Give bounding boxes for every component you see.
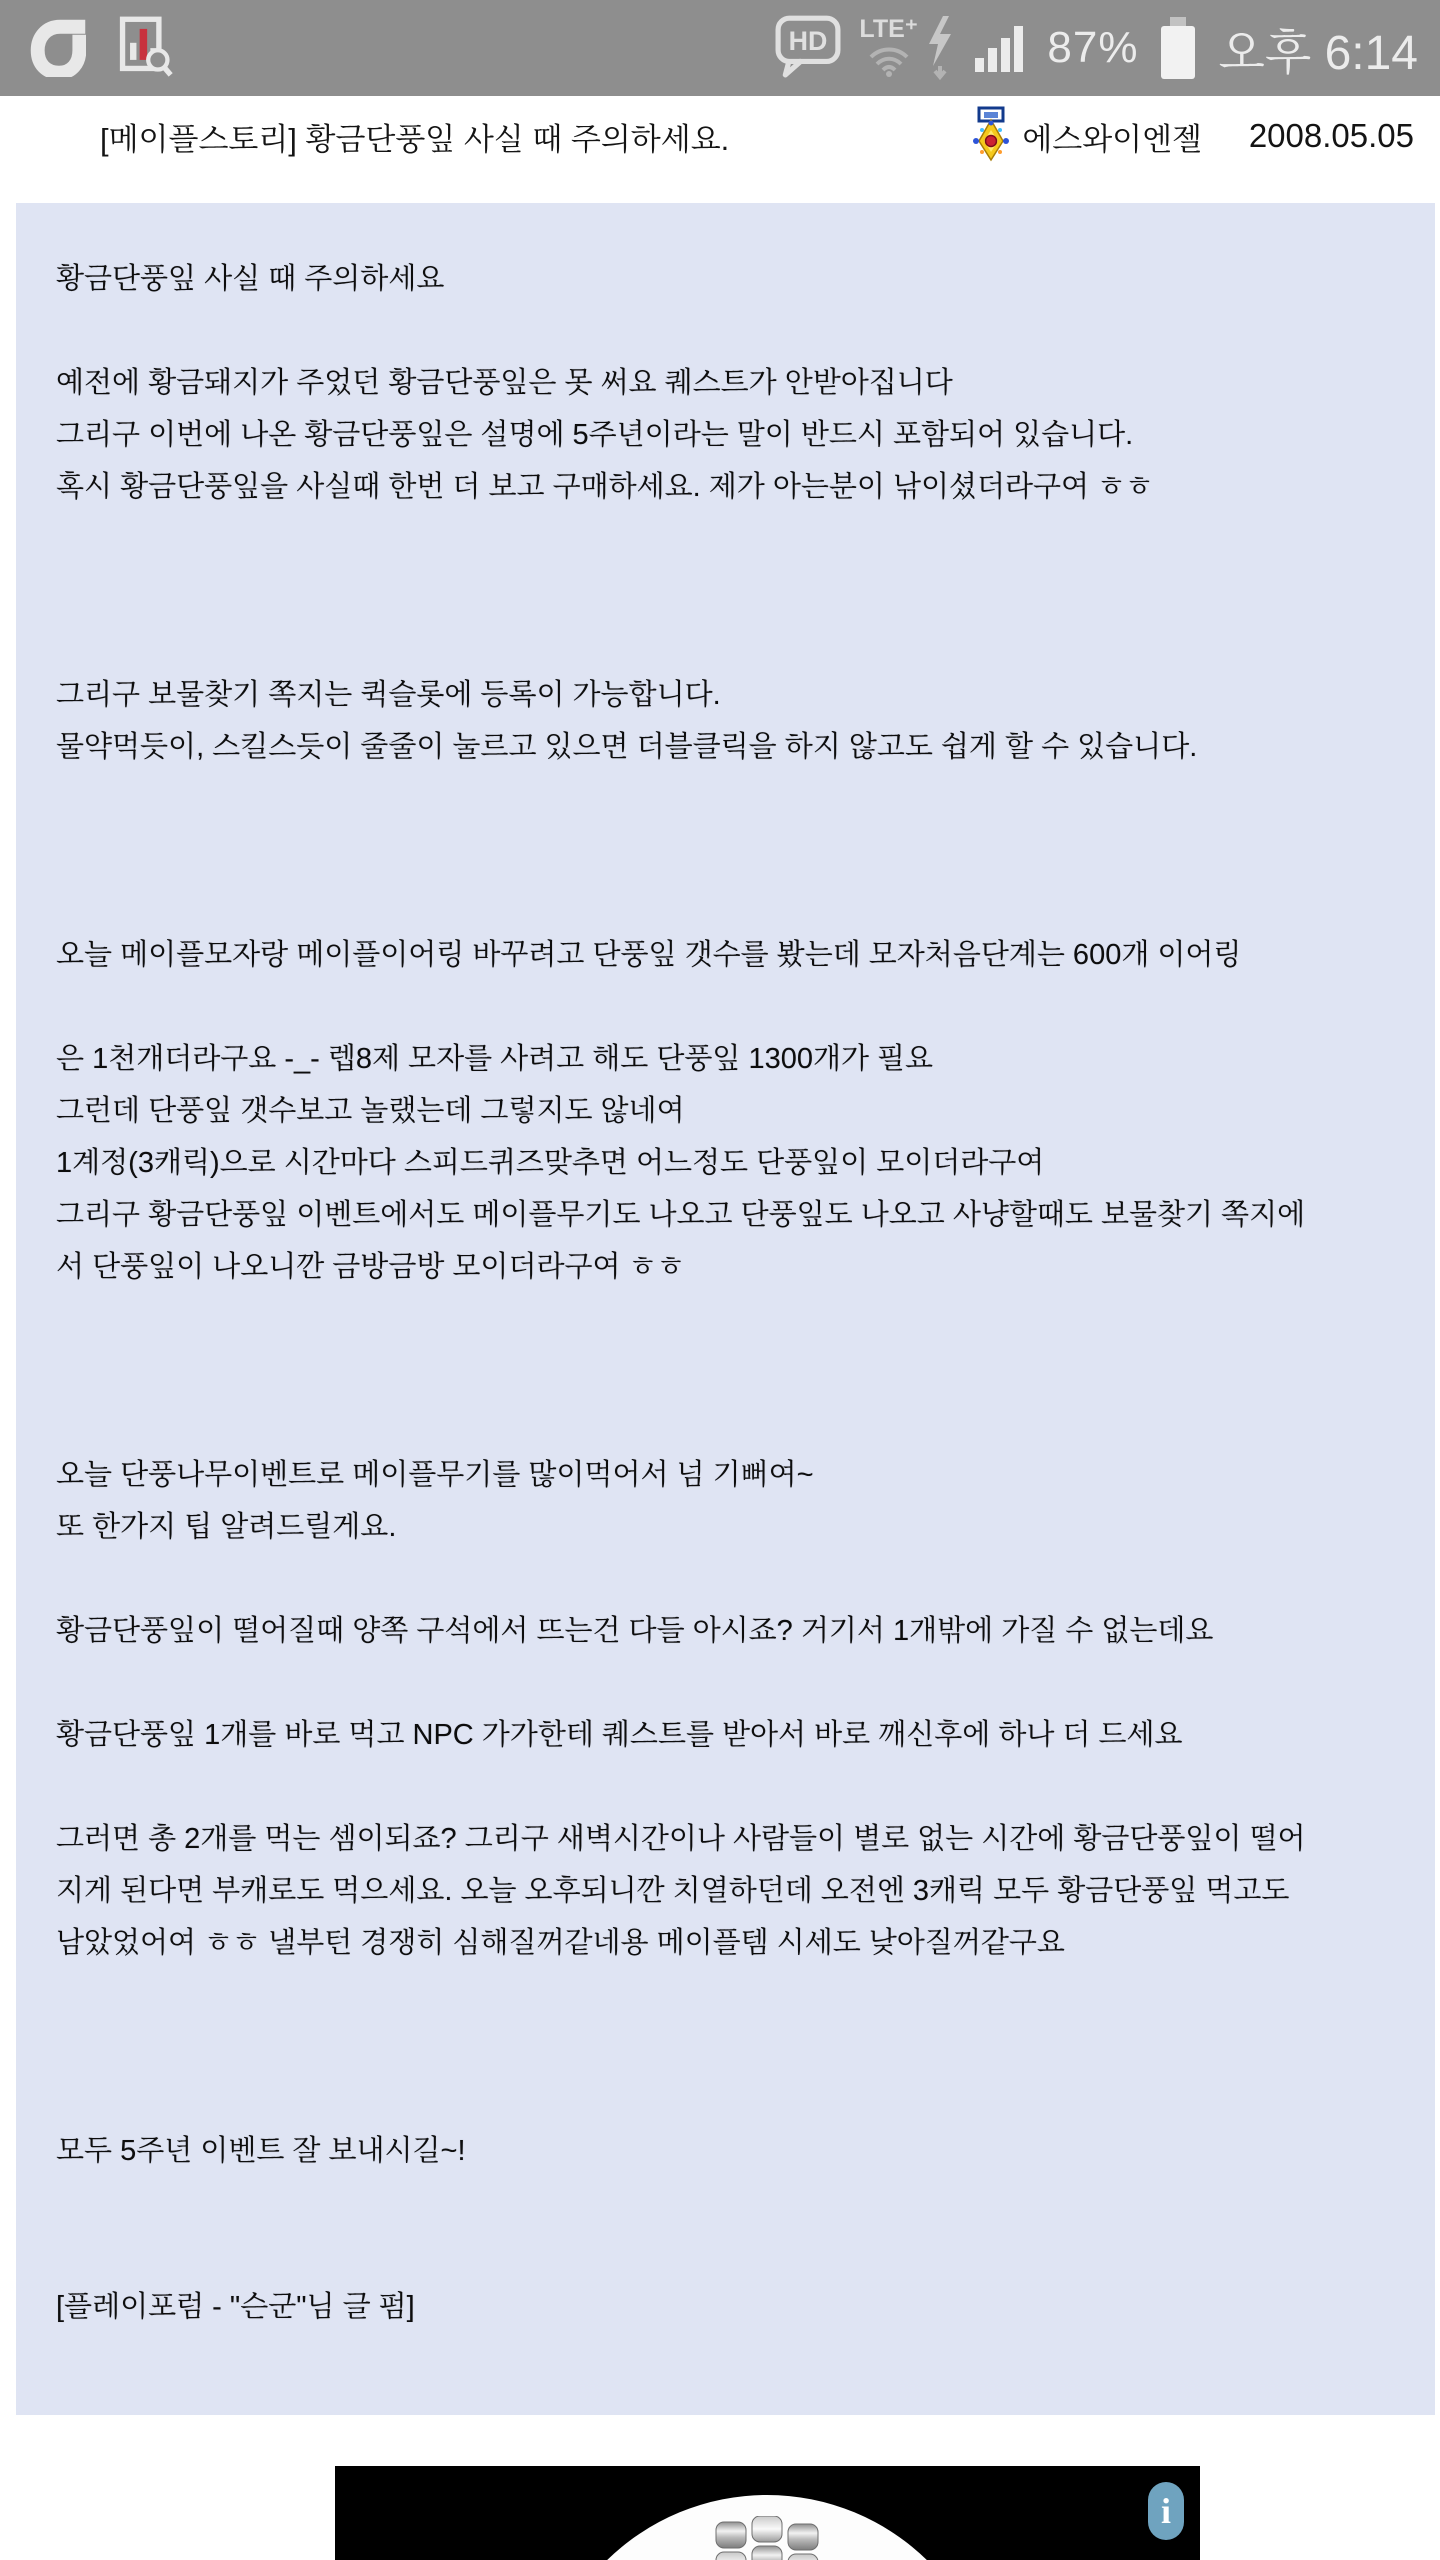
post-line: 혹시 황금단풍잎을 사실때 한번 더 보고 구매하세요. 제가 아는분이 낚이셨더라구여 ㅎㅎ bbox=[56, 471, 1154, 503]
post-line: [플레이포럼 - "슨군"님 글 펌] bbox=[56, 2291, 415, 2323]
post-line: 오늘 단풍나무이벤트로 메이플무기를 많이먹어서 넘 기뻐여~ bbox=[56, 1459, 814, 1491]
post-line: 1계정(3캐릭)으로 시간마다 스피드퀴즈맞추면 어느정도 단풍잎이 모이더라구여 bbox=[56, 1147, 1045, 1179]
charging-bolt-icon bbox=[925, 14, 955, 89]
post-line bbox=[56, 2073, 1395, 2125]
post-line bbox=[56, 2021, 1395, 2073]
post-line: 서 단풍잎이 나오니깐 금방금방 모이더라구여 ㅎㅎ bbox=[56, 1251, 685, 1283]
medal-badge-icon bbox=[970, 106, 1012, 167]
stats-search-icon bbox=[116, 15, 174, 82]
post-line: 지게 된다면 부캐로도 먹으세요. 오늘 오후되니깐 치열하던데 오전엔 3캐릭 모두 황금단풍잎 먹고도 bbox=[56, 1875, 1290, 1907]
battery-icon bbox=[1161, 17, 1195, 79]
post-line bbox=[56, 2177, 1395, 2229]
post-line bbox=[56, 773, 1395, 825]
post-line bbox=[56, 1397, 1395, 1449]
author-name: 에스와이엔젤 bbox=[1022, 121, 1202, 157]
post-line: 또 한가지 팁 알려드릴게요. bbox=[56, 1511, 397, 1543]
post-line bbox=[56, 1657, 1395, 1709]
post-line bbox=[56, 565, 1395, 617]
signal-strength-icon bbox=[973, 18, 1029, 79]
app-notification-icon-g bbox=[30, 15, 86, 82]
post-line bbox=[56, 1553, 1395, 1605]
post-line bbox=[56, 825, 1395, 877]
post-line bbox=[56, 1293, 1395, 1345]
hd-voice-icon bbox=[775, 13, 841, 84]
svg-text:HD: HD bbox=[789, 25, 828, 56]
post-line: 그리구 황금단풍잎 이벤트에서도 메이플무기도 나오고 단풍잎도 나오고 사냥할때도 보물찾기 쪽지에 bbox=[56, 1199, 1306, 1231]
post-line bbox=[56, 1969, 1395, 2021]
post-line bbox=[56, 2229, 1395, 2281]
watch-bracelet-thumbnail bbox=[708, 2516, 828, 2560]
post-line: 그리구 이번에 나온 황금단풍잎은 설명에 5주년이라는 말이 반드시 포함되어 있습니다. bbox=[56, 419, 1134, 451]
post-line: 오늘 메이플모자랑 메이플이어링 바꾸려고 단풍잎 갯수를 봤는데 모자처음단계는 600개 이어링 bbox=[56, 939, 1242, 971]
info-button[interactable]: i bbox=[1148, 2482, 1184, 2540]
post-line: 모두 5주년 이벤트 잘 보내시길~! bbox=[56, 2135, 466, 2167]
post-line bbox=[56, 513, 1395, 565]
post-header bbox=[0, 96, 1440, 176]
clock: 오후 6:14 bbox=[1218, 26, 1418, 80]
battery-percent: 87% bbox=[1047, 23, 1139, 72]
post-line bbox=[56, 1761, 1395, 1813]
post-body bbox=[16, 203, 1435, 2415]
post-line bbox=[56, 981, 1395, 1033]
post-line: 황금단풍잎 사실 때 주의하세요 bbox=[56, 263, 445, 295]
post-line bbox=[56, 617, 1395, 669]
post-line: 물약먹듯이, 스킬스듯이 줄줄이 눌르고 있으면 더블클릭을 하지 않고도 쉽게 할 수 있습니다. bbox=[56, 731, 1198, 763]
post-line bbox=[56, 1345, 1395, 1397]
post-line bbox=[56, 877, 1395, 929]
post-title: [메이플스토리] 황금단풍잎 사실 때 주의하세요. bbox=[100, 121, 730, 157]
post-line: 그러면 총 2개를 먹는 셈이되죠? 그리구 새벽시간이나 사람들이 별로 없는 시간에 황금단풍잎이 떨어 bbox=[56, 1823, 1306, 1855]
network-lte-icon: LTE⁺ bbox=[859, 12, 955, 84]
post-line: 예전에 황금돼지가 주었던 황금단풍잎은 못 써요 퀘스트가 안받아집니다 bbox=[56, 367, 953, 399]
post-line: 은 1천개더라구요 -_- 렙8제 모자를 사려고 해도 단풍잎 1300개가 필요 bbox=[56, 1043, 934, 1075]
post-line: 그런데 단풍잎 갯수보고 놀랬는데 그렇지도 않네여 bbox=[56, 1095, 685, 1127]
post-date: 2008.05.05 bbox=[1248, 117, 1414, 154]
post-line bbox=[56, 305, 1395, 357]
post-line: 남았었어여 ㅎㅎ 낼부턴 경쟁히 심해질꺼같네용 메이플템 시세도 낮아질꺼같구요 bbox=[56, 1927, 1065, 1959]
post-line: 그리구 보물찾기 쪽지는 퀵슬롯에 등록이 가능합니다. bbox=[56, 679, 721, 711]
attachment-image[interactable] bbox=[335, 2466, 1200, 2560]
wifi-icon bbox=[867, 45, 911, 82]
post-line: 황금단풍잎이 떨어질때 양쪽 구석에서 뜨는건 다들 아시죠? 거기서 1개밖에 가질 수 없는데요 bbox=[56, 1615, 1214, 1647]
post-line: 황금단풍잎 1개를 바로 먹고 NPC 가가한테 퀘스트를 받아서 바로 깨신후에 하나 더 드세요 bbox=[56, 1719, 1183, 1751]
status-bar bbox=[0, 0, 1440, 96]
author-row bbox=[970, 106, 1202, 167]
